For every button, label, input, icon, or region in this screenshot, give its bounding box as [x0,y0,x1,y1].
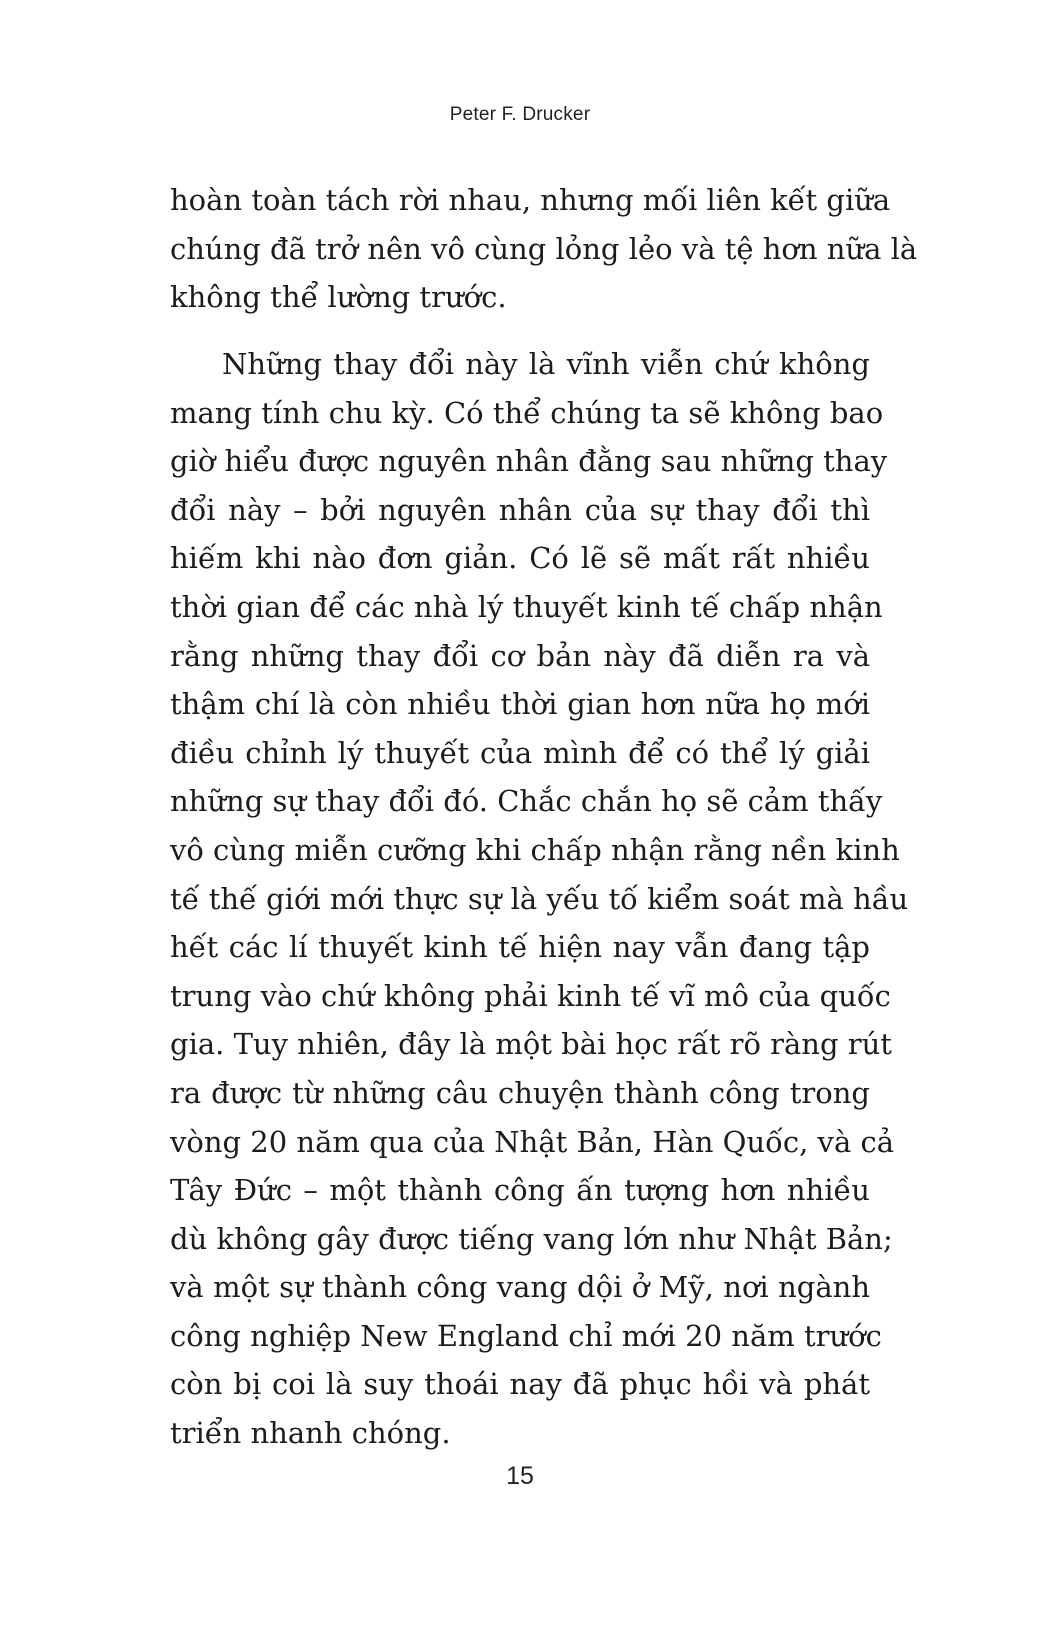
text-line: đổi này – bởi nguyên nhân của sự thay đổi thì [170,492,870,527]
text-line: Những thay đổi này là vĩnh viễn chứ không [222,347,870,381]
text-line: giờ hiểu được nguyên nhân đằng sau những thay [170,444,888,479]
running-header-author: Peter F. Drucker [449,104,591,125]
text-line: hiếm khi nào đơn giản. Có lẽ sẽ mất rất nhiều [170,541,870,576]
text-line: ra được từ những câu chuyện thành công trong [170,1075,870,1110]
text-line: triển nhanh chóng. [170,1416,451,1451]
text-line: trung vào chứ không phải kinh tế vĩ mô của quốc [170,978,891,1013]
text-line: thậm chí là còn nhiều thời gian hơn nữa họ mới [170,687,870,722]
text-line: vô cùng miễn cưỡng khi chấp nhận rằng nền kinh [170,832,900,867]
text-line: hết các lí thuyết kinh tế hiện nay vẫn đang tập [170,930,870,965]
text-line: thời gian để các nhà lý thuyết kinh tế chấp nhận [170,589,883,624]
text-line: gia. Tuy nhiên, đây là một bài học rất rõ ràng rút [170,1027,892,1062]
text-line: rằng những thay đổi cơ bản này đã diễn ra và [170,638,870,673]
text-line: mang tính chu kỳ. Có thể chúng ta sẽ không bao [170,395,884,430]
page-number: 15 [506,1462,534,1490]
text-line: không thể lường trước. [170,280,507,315]
text-line: và một sự thành công vang dội ở Mỹ, nơi ngành [170,1270,870,1305]
text-line: công nghiệp New England chỉ mới 20 năm trước [170,1318,882,1353]
text-line: những sự thay đổi đó. Chắc chắn họ sẽ cảm thấy [170,784,883,819]
paragraph-2 [170,340,909,1458]
text-line: chúng đã trở nên vô cùng lỏng lẻo và tệ hơn nữa là [170,231,918,266]
text-line: Tây Đức – một thành công ấn tượng hơn nhiều [170,1173,870,1208]
text-line: điều chỉnh lý thuyết của mình để có thể lý giải [170,735,870,770]
paragraph-1 [170,176,918,322]
text-line: vòng 20 năm qua của Nhật Bản, Hàn Quốc, và cả [170,1124,894,1159]
text-line: hoàn toàn tách rời nhau, nhưng mối liên kết giữa [170,183,891,217]
text-line: tế thế giới mới thực sự là yếu tố kiểm soát mà hầu [170,881,909,916]
text-line: dù không gây được tiếng vang lớn như Nhật Bản; [170,1221,893,1256]
text-line: còn bị coi là suy thoái nay đã phục hồi và phát [170,1367,870,1402]
